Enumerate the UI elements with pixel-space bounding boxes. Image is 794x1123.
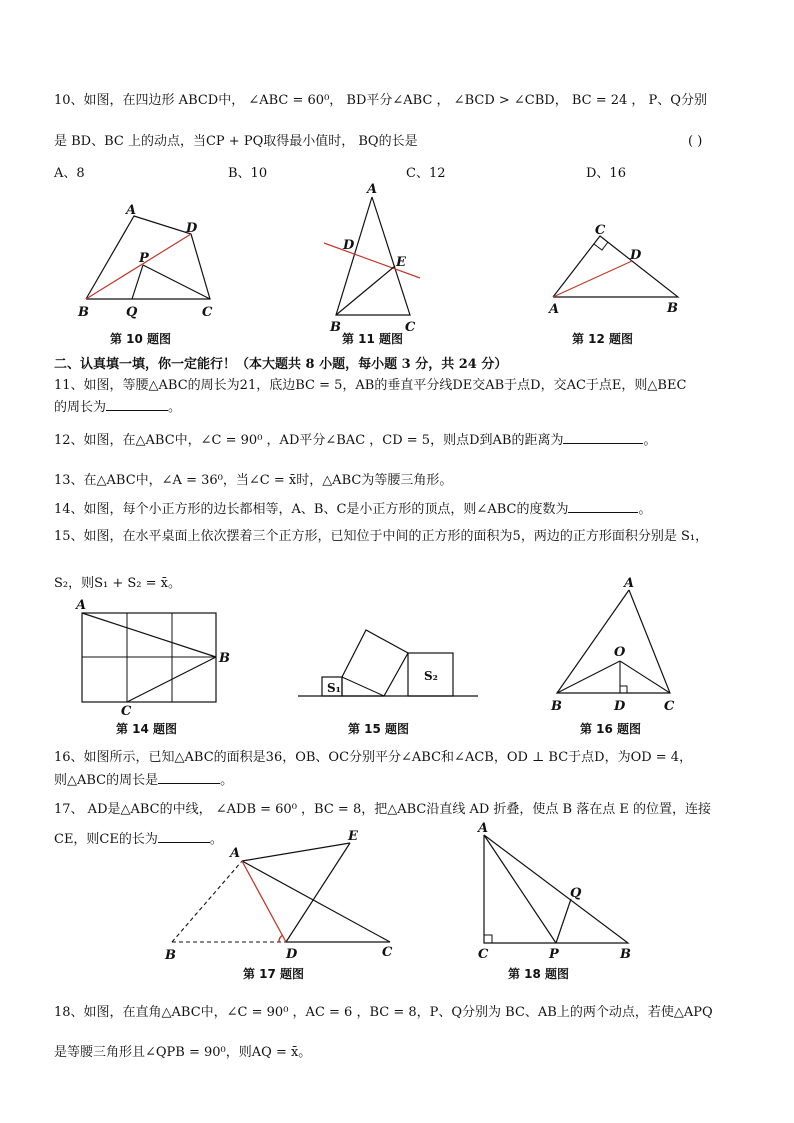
q12-text: 12、如图，在△ABC中，∠C = 90⁰ ，AD平分∠BAC ，CD = 5，则点D到AB的距离为 — [54, 433, 564, 448]
q14-text: 14、如图，每个小正方形的边长都相等，A、B、C是小正方形的顶点，则∠ABC的度数为 — [54, 502, 569, 517]
fig18-label-p: P — [549, 947, 559, 962]
section-2-heading: 二、认真填一填，你一定能行！（本大题共 8 小题，每小题 3 分，共 24 分） — [54, 357, 508, 372]
q14-suffix: 。 — [638, 502, 652, 517]
fig16-label-d: D — [614, 699, 626, 714]
fig14-label-b: B — [219, 651, 230, 666]
fig10-label-b: B — [78, 305, 89, 320]
fig16-label-a: A — [624, 576, 635, 591]
fig11-label-b: B — [330, 320, 341, 335]
q17-prefix: CE，则CE的长为 — [54, 832, 158, 847]
caption-fig17: 第 17 题图 — [243, 967, 305, 981]
fig10-label-c: C — [202, 305, 213, 320]
fig11-label-e: E — [396, 255, 406, 270]
q15-line2: S₂，则S₁ + S₂ = x̄。 — [54, 576, 181, 591]
caption-fig11: 第 11 题图 — [342, 332, 404, 346]
fig12-label-a: A — [549, 302, 560, 317]
fig17-label-b: B — [165, 948, 176, 963]
q16-line1: 16、如图所示，已知△ABC的面积是36，OB、OC分别平分∠ABC和∠ACB，OD ⊥ BC于点D，为OD = 4， — [54, 750, 693, 765]
q11-prefix: 的周长为 — [54, 400, 107, 415]
fig12-label-c: C — [595, 223, 606, 238]
q17-suffix: 。 — [209, 832, 223, 847]
caption-fig12: 第 12 题图 — [572, 332, 634, 346]
fig16-label-c: C — [664, 699, 675, 714]
fig14-label-c: C — [121, 704, 132, 719]
q10-option-b: B、10 — [228, 166, 268, 181]
q10-answer-paren: ( ) — [688, 134, 703, 149]
fig10-label-p: P — [139, 251, 149, 266]
fig11-label-c: C — [405, 320, 416, 335]
caption-fig14: 第 14 题图 — [116, 722, 178, 736]
fig11-label-d: D — [343, 238, 355, 253]
fig14-label-a: A — [76, 598, 87, 613]
q16-prefix: 则△ABC的周长是 — [54, 773, 159, 788]
fig17-label-d: D — [286, 947, 298, 962]
q10-option-a: A、8 — [54, 166, 85, 181]
q10-line1: 10、如图，在四边形 ABCD中， ∠ABC = 60⁰， BD平分∠ABC ， ∠BCD > ∠CBD， BC = 24 ， P、Q分别 — [54, 93, 707, 108]
caption-fig16: 第 16 题图 — [580, 722, 642, 736]
fig18-label-b: B — [620, 947, 631, 962]
fig18-label-c: C — [478, 947, 489, 962]
fig16-label-b: B — [551, 699, 562, 714]
fig15-label-s2: S₂ — [424, 669, 438, 683]
q11-line1: 11、如图，等腰△ABC的周长为21，底边BC = 5，AB的垂直平分线DE交AB于点D，交AC于点E，则△BEC — [54, 378, 687, 393]
fig12-label-b: B — [667, 301, 678, 316]
fig12-label-d: D — [630, 248, 642, 263]
fig17-label-a: A — [230, 846, 241, 861]
q12-suffix: 。 — [643, 433, 657, 448]
q16-suffix: 。 — [220, 773, 234, 788]
q17-line1: 17、 AD是△ABC的中线， ∠ADB = 60⁰ ，BC = 8，把△ABC沿直线 AD 折叠，使点 B 落在点 E 的位置，连接 — [54, 802, 711, 817]
q10-line2: 是 BD、BC 上的动点，当CP + PQ取得最小值时， BQ的长是 — [54, 134, 418, 149]
fig18-label-a: A — [478, 821, 489, 836]
fig10-label-a: A — [126, 203, 137, 218]
caption-fig10: 第 10 题图 — [110, 332, 172, 346]
q11-suffix: 。 — [168, 400, 182, 415]
fig17-label-e: E — [348, 829, 358, 844]
caption-fig15: 第 15 题图 — [348, 722, 410, 736]
fig11-label-a: A — [367, 182, 378, 197]
fig15-label-s1: S₁ — [327, 681, 341, 695]
q15-line1: 15、如图，在水平桌面上依次摆着三个正方形，已知位于中间的正方形的面积为5，两边的正方形面积分别是 S₁， — [54, 529, 709, 544]
q18-line1: 18、如图，在直角△ABC中，∠C = 90⁰ ，AC = 6 ，BC = 8，P、Q分别为 BC、AB上的两个动点，若使△APQ — [54, 1005, 713, 1020]
q13-line: 13、在△ABC中，∠A = 36⁰，当∠C = x̄时，△ABC为等腰三角形。 — [54, 473, 453, 488]
q18-line2: 是等腰三角形且∠QPB = 90⁰，则AQ = x̄。 — [54, 1045, 312, 1060]
fig18-label-q: Q — [570, 886, 582, 901]
q10-option-d: D、16 — [586, 166, 626, 181]
caption-fig18: 第 18 题图 — [508, 967, 570, 981]
fig17-label-c: C — [382, 945, 393, 960]
fig10-label-d: D — [186, 221, 198, 236]
fig10-label-q: Q — [126, 305, 138, 320]
q10-option-c: C、12 — [406, 166, 446, 181]
fig16-label-o: O — [614, 645, 626, 660]
